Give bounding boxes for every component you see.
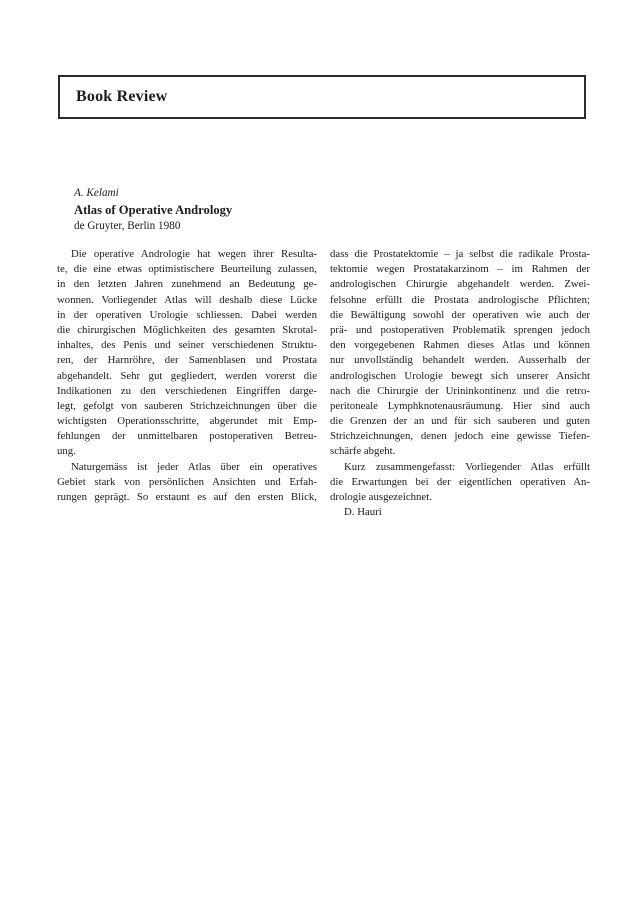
text-line: andrologischen Chirurgie abgehandelt werden. Zwei- (330, 278, 590, 291)
book-title: Atlas of Operative Andrology (74, 202, 233, 217)
text-line: nur unvollständig behandelt werden. Ausserhalb der (330, 354, 590, 367)
text-line: Gebiet stark von persönlichen Ansichten und Erfah- (57, 475, 317, 488)
text-line: legt, gefolgt von sauberen Strichzeichnungen über die (57, 399, 317, 412)
review-body (57, 247, 590, 520)
text-line: te, die eine etwas optimistischere Beurteilung zulassen, (57, 263, 317, 276)
reviewer-signature: D. Hauri (344, 506, 382, 519)
text-line: felsohne erfüllt die Prostata andrologische Pflichten; (330, 293, 590, 306)
text-line: peritoneale Lymphknotenausräumung. Hier sind auch (330, 399, 590, 412)
text-line: den vorgegebenen Rahmen dieses Atlas und können (330, 339, 590, 352)
text-line: die Erwartungen bei der eigentlichen operativen An- (330, 475, 590, 488)
column-left (57, 247, 317, 520)
text-line: Kurz zusammengefasst: Vorliegender Atlas erfüllt (344, 460, 590, 473)
text-line: ung. (57, 445, 76, 458)
text-line: in der operativen Urologie schliessen. Dabei werden (57, 308, 317, 321)
text-line: die Grenzen der an und für sich sauberen und guten (330, 415, 590, 428)
book-publisher: de Gruyter, Berlin 1980 (74, 220, 181, 232)
text-line: Die operative Andrologie hat wegen ihrer Resulta- (71, 248, 317, 260)
text-line: Naturgemäss ist jeder Atlas über ein operatives (71, 460, 317, 473)
text-line: abgehandelt. Sehr gut gegliedert, werden vorerst die (57, 369, 317, 382)
book-review-header-box (58, 75, 586, 119)
text-line: drologie ausgezeichnet. (330, 491, 432, 503)
text-line: schärfe abgeht. (330, 445, 396, 458)
text-line: ren, der Harnröhre, der Samenblasen und Prostata (57, 354, 317, 367)
text-line: dass die Prostatektomie – ja selbst die radikale Prosta- (330, 248, 590, 260)
text-line: Indikationen zu den verschiedenen Eingriffen darge- (57, 384, 317, 397)
text-line: fehlungen der unmittelbaren postoperativen Betreu- (57, 430, 317, 443)
text-line: andrologischen Urologie bewegt sich unserer Ansicht (330, 369, 590, 382)
text-line: Strichzeichnungen, denen jedoch eine gewisse Tiefen- (330, 430, 590, 443)
text-line: in den letzten Jahren zunehmend an Bedeutung ge- (57, 278, 317, 291)
text-line: inhaltes, des Penis und seiner verschiedenen Struktu- (57, 339, 317, 352)
text-line: rungen geprägt. So erstaunt es auf den ersten Blick, (57, 491, 317, 503)
text-line: wichtigsten Operationsschritte, abgerundet mit Emp- (57, 415, 317, 428)
text-line: nach die Chirurgie der Urininkontinenz und die retro- (330, 384, 590, 397)
text-line: prä- und postoperativen Problematik sprengen jedoch (330, 323, 590, 336)
text-line: tektomie wegen Prostatakarzinom – im Rahmen der (330, 263, 590, 276)
page-title: Book Review (76, 88, 168, 105)
column-right (330, 247, 590, 520)
text-line: wonnen. Vorliegender Atlas will deshalb diese Lücke (57, 293, 317, 306)
book-header (74, 186, 232, 235)
book-author: A. Kelami (74, 187, 119, 199)
text-line: die Bewältigung sowohl der operativen wie auch der (330, 308, 590, 321)
text-line: die chirurgischen Möglichkeiten des gesamten Skrotal- (57, 323, 317, 336)
